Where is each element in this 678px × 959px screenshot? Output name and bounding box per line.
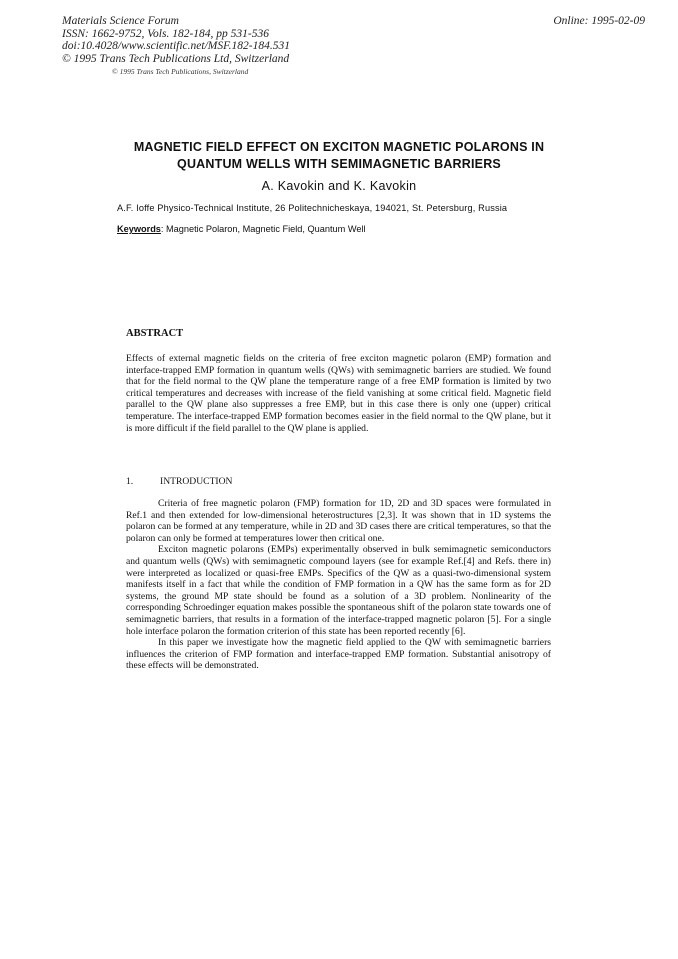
intro-paragraph: Exciton magnetic polarons (EMPs) experimentally observed in bulk semimagnetic semiconductors and quantum wells (QWs) with semimagnetic compound layers (see for example Ref.[4] and Refs. there in) were interpreted as localized or quasi-free EMPs. Specifics of the QW as a quasi-two-dimensional system manifests itself in a fact that while the condition of FMP formation in a QW has the same form as for 2D systems, the ground MP state should be found as a solution of a 3D problem. Nonlinearity of the corresponding Schroedinger equation makes possible the spontaneous shift of the polaron state towards one of semimagnetic barriers, that results in a formation of the interface-trapped magnetic polaron [5]. For a single hole interface polaron the formation criterion of this state has been reported recently [6]. <box>126 544 551 637</box>
journal-issn: ISSN: 1662-9752, Vols. 182-184, pp 531-536 <box>62 27 269 40</box>
paper-affiliation: A.F. Ioffe Physico-Technical Institute, 26 Politechnicheskaya, 194021, St. Petersburg, Russia <box>117 203 508 213</box>
introduction-body <box>126 498 551 672</box>
keywords-list: : Magnetic Polaron, Magnetic Field, Quantum Well <box>160 224 366 234</box>
abstract-text: Effects of external magnetic fields on the criteria of free exciton magnetic polaron (EMP) formation and interface-trapped EMP formation in quantum wells (QWs) with semimagnetic barriers are studied. We found that for the field normal to the QW plane the temperature range of a free EMP formation is limited by two critical temperatures and decreases with increase of the field vanishing at some critical field. Magnetic field parallel to the QW plane also suppresses a free EMP, but in this case there is only one (upper) critical temperature. The interface-trapped EMP formation becomes easier in the field normal to the QW plane, but it is more difficult if the field parallel to the QW plane is applied. <box>126 353 551 434</box>
title-line-2: QUANTUM WELLS WITH SEMIMAGNETIC BARRIERS <box>177 157 501 171</box>
journal-copyright: © 1995 Trans Tech Publications Ltd, Switzerland <box>62 52 290 65</box>
intro-paragraph: In this paper we investigate how the magnetic field applied to the QW with semimagnetic barriers influences the criterion of FMP formation and interface-trapped EMP formation. Substantial anisotropy of these effects will be demonstrated. <box>126 637 551 672</box>
paper-authors: A. Kavokin and K. Kavokin <box>261 179 417 193</box>
intro-paragraph: Criteria of free magnetic polaron (FMP) formation for 1D, 2D and 3D spaces were formulated in Ref.1 and then extended for low-dimensional heterostructures [2,3]. It was shown that in 1D systems the polaron can be formed at any temperature, while in 2D and 3D cases there are critical temperatures, so that the polaron can only be formed at temperatures lower then critical one. <box>126 498 551 544</box>
journal-name: Materials Science Forum <box>62 15 179 27</box>
paper-title <box>60 139 618 173</box>
introduction-heading <box>126 476 232 487</box>
section-number: 1. <box>126 476 134 487</box>
small-copyright: © 1995 Trans Tech Publications, Switzerland <box>112 67 249 76</box>
journal-doi: doi:10.4028/www.scientific.net/MSF.182-184.531 <box>62 40 290 52</box>
section-title: INTRODUCTION <box>160 476 233 487</box>
title-line-1: MAGNETIC FIELD EFFECT ON EXCITON MAGNETIC POLARONS IN <box>133 140 545 154</box>
abstract-heading: ABSTRACT <box>126 328 184 339</box>
keywords-label: Keywords <box>117 224 161 234</box>
online-date: Online: 1995-02-09 <box>553 15 645 27</box>
journal-info <box>62 15 290 65</box>
paper-keywords <box>117 224 366 234</box>
